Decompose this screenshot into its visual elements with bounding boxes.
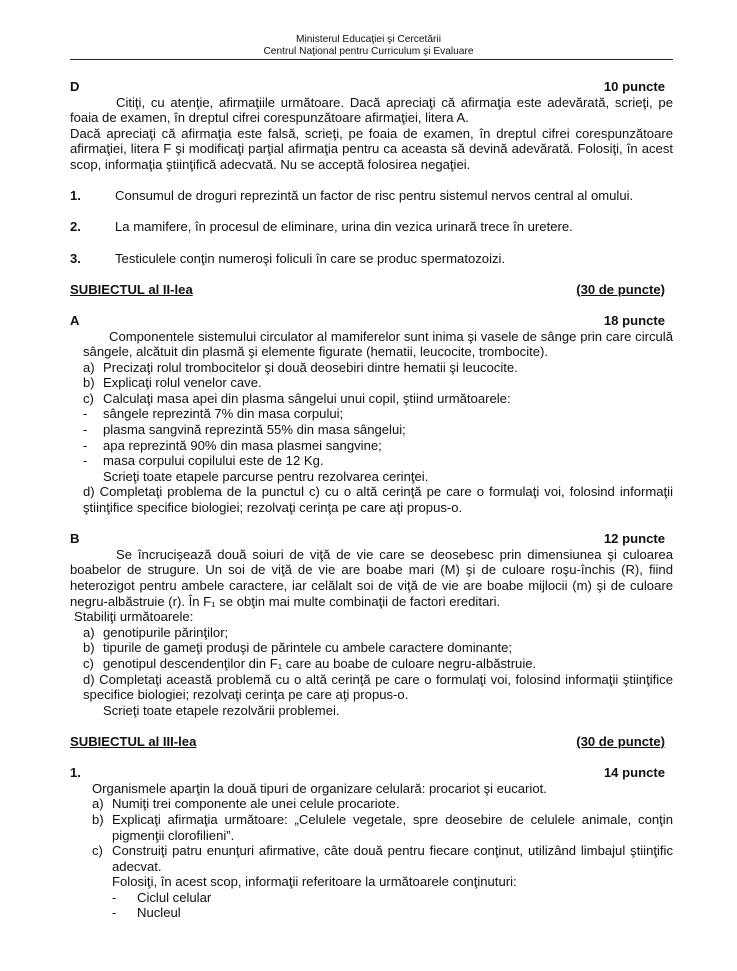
text: Scrieţi toate etapele rezolvării problemei. xyxy=(103,702,340,718)
section-a-body xyxy=(70,329,673,516)
statement-item xyxy=(70,188,673,204)
text: c) xyxy=(83,390,94,406)
list-item xyxy=(83,656,673,672)
text: genotipul descendenţilor din F₁ care au boabe de culoare negru-albăstruie. xyxy=(103,655,537,671)
list-item xyxy=(92,796,673,812)
text: a) xyxy=(83,359,95,375)
dash-item xyxy=(83,438,673,454)
text: Stabiliţi următoarele: xyxy=(74,609,194,625)
text: d) Completaţi problema de la punctul c) cu o altă cerinţă pe care o formulaţi voi, folosind informaţii ştiinţifice specifice biologiei; rezolvaţi cerinţa pe care aţi propus-o. xyxy=(83,484,673,516)
text: Numiţi trei componente ale unei celule procariote. xyxy=(112,796,400,812)
text: Explicaţi rolul venelor cave. xyxy=(103,375,262,391)
section-b-heading xyxy=(70,531,673,547)
text: 3. xyxy=(70,250,81,266)
text: Nucleul xyxy=(137,905,181,921)
section-b-intro: Se încrucişează două soiuri de viţă de vie care se deosebesc prin dimensiunea şi culoarea boabelor de strugure. Un soi de viţă de vie are boabe mari (M) şi de culoare roşu-închis (R), fiind heterozigot pentru ambele caractere, iar celălalt soi de viţă de vie are boabe mijlocii (m) şi de culoare negru-albăstruie (r). În F₁ se obţin mai multe combinaţii de factori ereditari. xyxy=(70,546,673,609)
text: apa reprezintă 90% din masa plasmei sangvine; xyxy=(103,437,382,453)
text: La mamifere, în procesul de eliminare, urina din vezica urinară trece în uretere. xyxy=(115,219,573,235)
text: 1. xyxy=(70,765,81,781)
dash-item xyxy=(83,453,673,469)
dash-item xyxy=(83,406,673,422)
text: 18 puncte xyxy=(603,312,665,328)
text: Explicaţi afirmaţia următoare: „Celulele vegetale, spre deosebire de celulele animale, conţin pigmenţii clorofilieni”. xyxy=(112,811,673,843)
section-d-intro: Citiţi, cu atenţie, afirmaţiile următoare. Dacă apreciaţi că afirmaţia este adevărată, scrieţi, pe foaia de examen, în dreptul cifrei corespunzătoare afirmaţiei, litera A. xyxy=(70,94,673,126)
page-header xyxy=(0,34,737,58)
text: Organismele aparţin la două tipuri de organizare celulară: procariot şi eucariot. xyxy=(92,780,547,796)
statement-item xyxy=(70,251,673,267)
dash-item xyxy=(92,890,673,906)
text: A xyxy=(70,312,80,328)
list-item xyxy=(92,812,673,843)
document-body xyxy=(70,79,673,921)
text: SUBIECTUL al III-lea xyxy=(70,733,197,749)
text: 12 puncte xyxy=(603,531,665,547)
dash-item xyxy=(92,905,673,921)
text: tipurile de gameţi produşi de părintele cu ambele caractere dominante; xyxy=(103,640,513,656)
text: 2. xyxy=(70,219,81,235)
text: Calculaţi masa apei din plasma sângelui unui copil, ştiind următoarele: xyxy=(103,390,511,406)
section-d-instructions: Dacă apreciaţi că afirmaţia este falsă, scrieţi, pe foaia de examen, în dreptul cifrei corespunzătoare afirmaţiei, litera F şi modificaţi parţial afirmaţia pentru ca aceasta să devină adevărată. Folosiţi, în acest scop, informaţia ştiinţifică adecvată. Nu se acceptă folosirea negaţiei. xyxy=(70,125,673,172)
text: Scrieţi toate etapele parcurse pentru rezolvarea cerinţei. xyxy=(103,468,429,484)
text: d) Completaţi această problemă cu o altă cerinţă pe care o formulaţi voi, folosind informaţii ştiinţifice specifice biologiei; rezolvaţi cerinţa pe care aţi propus-o. xyxy=(83,671,673,703)
text: (30 de puncte) xyxy=(576,733,665,749)
subiect-iii-heading xyxy=(70,734,673,750)
text: b) xyxy=(83,640,95,656)
list-item xyxy=(83,625,673,641)
text: a) xyxy=(92,796,104,812)
text: genotipurile părinţilor; xyxy=(103,624,229,640)
text: b) xyxy=(92,811,104,827)
section-a-heading xyxy=(70,313,673,329)
center-name: Centrul Naţional pentru Curriculum şi Evaluare xyxy=(263,46,474,57)
question-1-heading xyxy=(70,765,673,781)
text: sângele reprezintă 7% din masa corpului; xyxy=(103,406,344,422)
list-item xyxy=(83,360,673,376)
text: c) xyxy=(92,843,103,859)
text: Construiţi patru enunţuri afirmative, câte două pentru fiecare conţinut, utilizând limbajul ştiinţific adecvat. xyxy=(112,843,673,874)
section-b-body xyxy=(70,625,673,719)
list-item xyxy=(92,843,673,874)
list-item xyxy=(83,375,673,391)
text: - xyxy=(83,422,88,438)
dash-item xyxy=(83,422,673,438)
list-item xyxy=(83,391,673,407)
section-points: 10 puncte xyxy=(603,79,665,94)
text: - xyxy=(112,889,117,905)
text: - xyxy=(83,437,88,453)
ministry-name: Ministerul Educaţiei şi Cercetării xyxy=(296,34,441,45)
header-rule xyxy=(70,59,673,60)
text: b) xyxy=(83,375,95,391)
text: SUBIECTUL al II-lea xyxy=(70,281,193,297)
statement-item xyxy=(70,219,673,235)
text: 1. xyxy=(70,188,81,204)
text: B xyxy=(70,531,80,547)
section-d-heading xyxy=(70,79,673,95)
text: - xyxy=(83,453,88,469)
text: plasma sangvină reprezintă 55% din masa sângelui; xyxy=(103,422,406,438)
text: (30 de puncte) xyxy=(576,281,665,297)
text: Testiculele conţin numeroşi foliculi în care se produc spermatozoizi. xyxy=(115,250,506,266)
text: Componentele sistemului circulator al mamiferelor sunt inima şi vasele de sânge prin care circulă sângele, alcătuit din plasmă şi elemente figurate (hematii, leucocite, trombocite). xyxy=(83,328,673,360)
text: Folosiţi, în acest scop, informaţii referitoare la următoarele conţinuturi: xyxy=(112,874,517,890)
question-1-body xyxy=(70,781,673,921)
text: Consumul de droguri reprezintă un factor de risc pentru sistemul nervos central al omului. xyxy=(115,188,634,204)
text: 14 puncte xyxy=(603,765,665,781)
text: masa corpului copilului este de 12 Kg. xyxy=(103,453,324,469)
text: c) xyxy=(83,655,94,671)
text: Precizaţi rolul trombocitelor şi două deosebiri dintre hematii şi leucocite. xyxy=(103,359,518,375)
section-letter: D xyxy=(70,79,80,94)
text: Ciclul celular xyxy=(137,889,212,905)
text: a) xyxy=(83,624,95,640)
text: - xyxy=(83,406,88,422)
text: - xyxy=(112,905,117,921)
subiect-ii-heading xyxy=(70,282,673,298)
list-item xyxy=(83,640,673,656)
